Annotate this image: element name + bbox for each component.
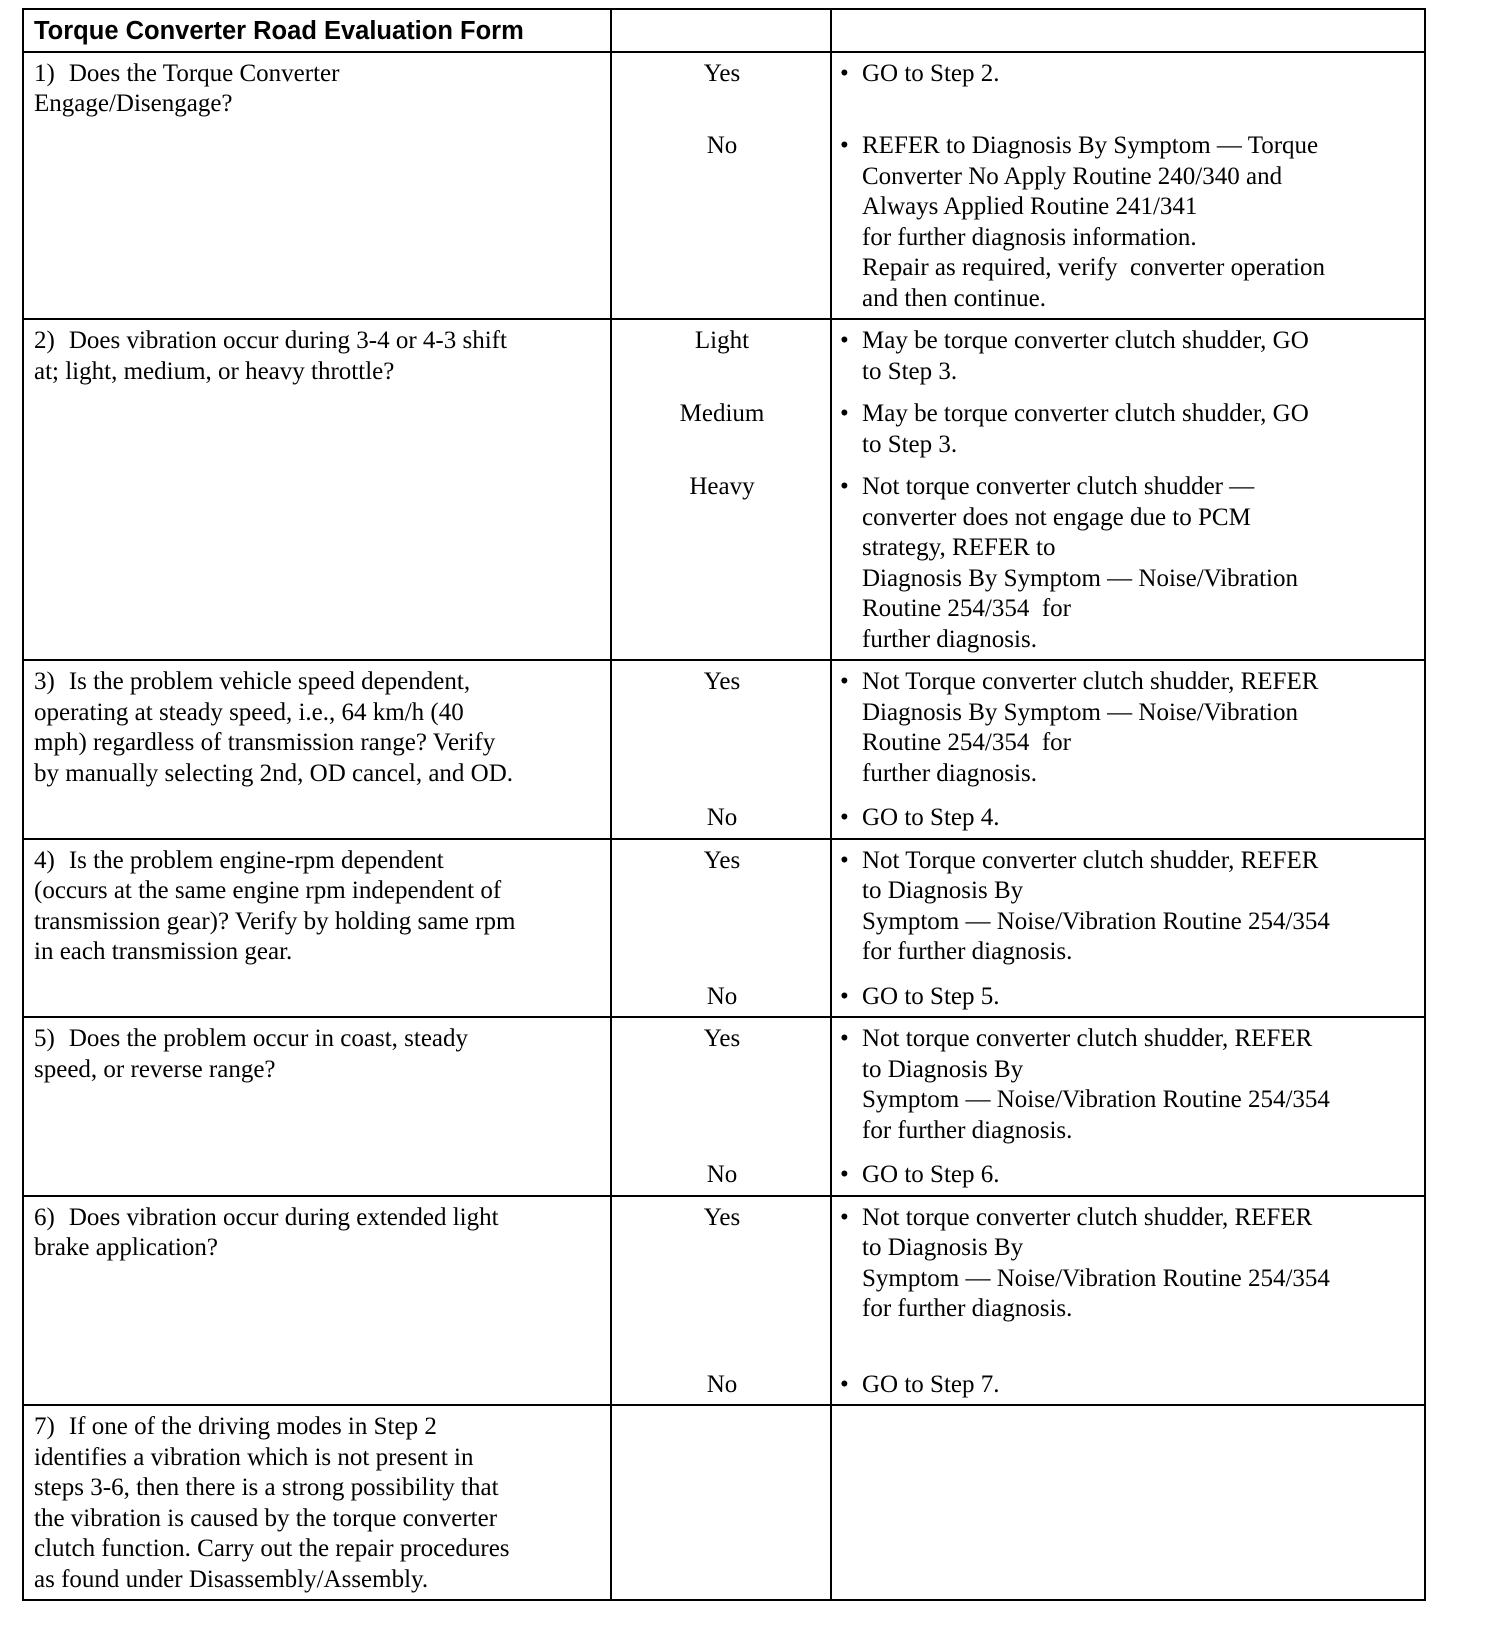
action-line: Symptom — Noise/Vibration Routine 254/354 (862, 1086, 1330, 1113)
action-line: to Diagnosis By (862, 877, 1024, 904)
question-text: in each transmission gear. (34, 938, 293, 965)
action-line: GO to Step 4. (862, 804, 1000, 831)
step-question (23, 1405, 611, 1600)
step-question (23, 1017, 611, 1196)
action-line: to Step 3. (862, 357, 958, 385)
step-answers (611, 1017, 831, 1196)
step-number: 1) (34, 59, 55, 87)
step-question (23, 1196, 611, 1406)
question-text: Does vibration occur during 3-4 or 4-3 shift (68, 327, 507, 354)
question-text: Does vibration occur during extended light (68, 1203, 499, 1231)
action-line: Not torque converter clutch shudder — (862, 473, 1255, 500)
question-line (34, 1504, 602, 1535)
question-line (34, 698, 602, 729)
bullet-icon: • (840, 1161, 849, 1188)
action-line: GO to Step 7. (862, 1370, 1000, 1398)
bullet-icon: • (840, 668, 849, 695)
question-text: operating at steady speed, i.e., 64 km/h (40 (34, 698, 464, 726)
bullet-icon: • (840, 1025, 849, 1052)
step-number: 4) (34, 846, 55, 874)
action-line: converter does not engage due to PCM (862, 503, 1251, 531)
action-item (832, 326, 1416, 387)
action-item (832, 131, 1416, 314)
step-row (23, 839, 1425, 1018)
step-row (23, 1196, 1425, 1406)
question-line (34, 876, 602, 907)
action-line: Diagnosis By Symptom — Noise/Vibration (862, 564, 1298, 592)
question-line (34, 1233, 602, 1264)
action-text (862, 131, 1416, 314)
action-line: Always Applied Routine 241/341 (862, 193, 1198, 220)
step-answers (611, 1405, 831, 1600)
answer-option: Yes (703, 59, 741, 87)
step-number: 5) (34, 1025, 55, 1052)
step-actions (831, 319, 1425, 660)
question-line (34, 728, 602, 759)
header-cell-action (831, 9, 1425, 52)
action-line: further diagnosis. (862, 759, 1037, 787)
answer-option: No (706, 804, 738, 831)
action-text (862, 1160, 1416, 1191)
step-answers (611, 319, 831, 660)
table-header-row (23, 9, 1425, 52)
question-text: clutch function. Carry out the repair procedures (34, 1535, 510, 1562)
action-item (832, 472, 1416, 655)
action-item (832, 1024, 1416, 1146)
action-line: Diagnosis By Symptom — Noise/Vibration (862, 698, 1298, 726)
action-text (862, 326, 1416, 387)
answer-option: Yes (703, 1203, 741, 1231)
question-line (34, 1412, 602, 1443)
answer-option: No (706, 982, 738, 1010)
action-item (832, 803, 1416, 834)
action-text (862, 1370, 1416, 1401)
question-text: Engage/Disengage? (34, 90, 233, 117)
action-line: for further diagnosis. (862, 1116, 1073, 1144)
action-line: and then continue. (862, 284, 1046, 312)
question-line (34, 1203, 602, 1234)
action-text (862, 399, 1416, 460)
step-actions (831, 1405, 1425, 1600)
question-text: Is the problem vehicle speed dependent, (68, 668, 471, 695)
question-text: Is the problem engine-rpm dependent (68, 846, 444, 874)
step-number: 3) (34, 668, 55, 695)
action-line: Symptom — Noise/Vibration Routine 254/354 (862, 907, 1330, 935)
step-question (23, 660, 611, 839)
header-cell-answer (611, 9, 831, 52)
question-text: If one of the driving modes in Step 2 (68, 1413, 437, 1440)
question-line (34, 1473, 602, 1504)
action-item (832, 399, 1416, 460)
action-text (862, 59, 1416, 90)
action-item (832, 982, 1416, 1013)
action-line: further diagnosis. (862, 625, 1037, 653)
question-text: speed, or reverse range? (34, 1055, 276, 1083)
question-line (34, 667, 602, 698)
question-text: Does the Torque Converter (68, 59, 340, 87)
question-text: Does the problem occur in coast, steady (68, 1025, 469, 1052)
question-text: (occurs at the same engine rpm independent of (34, 877, 502, 904)
action-text (862, 846, 1416, 968)
question-text: steps 3-6, then there is a strong possibility that (34, 1474, 499, 1501)
question-line (34, 1565, 602, 1596)
answer-option: Yes (703, 846, 741, 874)
question-line (34, 89, 602, 120)
bullet-icon: • (840, 846, 849, 874)
action-line: for further diagnosis. (862, 1295, 1073, 1322)
action-line: Symptom — Noise/Vibration Routine 254/354 (862, 1264, 1330, 1292)
bullet-icon: • (840, 473, 849, 500)
question-text: brake application? (34, 1234, 218, 1261)
form-title: Torque Converter Road Evaluation Form (23, 9, 611, 52)
question-line (34, 907, 602, 938)
step-row (23, 52, 1425, 320)
action-item (832, 667, 1416, 789)
question-text: the vibration is caused by the torque converter (34, 1504, 498, 1532)
bullet-icon: • (840, 132, 849, 159)
answer-option: Yes (703, 1025, 741, 1052)
answer-option: No (706, 1370, 738, 1398)
action-line: GO to Step 6. (862, 1161, 1000, 1188)
action-line: Not torque converter clutch shudder, REFER (862, 1025, 1313, 1052)
action-item (832, 1370, 1416, 1401)
question-line (34, 59, 602, 90)
action-item (832, 1203, 1416, 1325)
step-number: 6) (34, 1203, 55, 1231)
question-text: at; light, medium, or heavy throttle? (34, 357, 395, 385)
step-row (23, 1017, 1425, 1196)
question-line (34, 1055, 602, 1086)
action-line: for further diagnosis information. (862, 223, 1197, 251)
steps-body (23, 52, 1425, 1601)
bullet-icon: • (840, 1203, 849, 1231)
step-answers (611, 839, 831, 1018)
evaluation-form-page (22, 8, 1426, 1601)
action-item (832, 1160, 1416, 1191)
action-text (862, 803, 1416, 834)
bullet-icon: • (840, 804, 849, 831)
question-text: by manually selecting 2nd, OD cancel, and OD. (34, 759, 514, 787)
answer-option: Heavy (689, 473, 755, 500)
question-text: as found under Disassembly/Assembly. (34, 1565, 429, 1593)
action-line: to Diagnosis By (862, 1234, 1024, 1261)
action-line: REFER to Diagnosis By Symptom — Torque (862, 132, 1319, 159)
action-line: GO to Step 2. (862, 59, 1000, 87)
action-line: to Diagnosis By (862, 1055, 1024, 1083)
answer-option: Yes (703, 668, 741, 695)
action-line: Not torque converter clutch shudder, REFER (862, 1203, 1313, 1231)
bullet-icon: • (840, 1370, 849, 1398)
action-line: Not Torque converter clutch shudder, REFER (862, 668, 1319, 695)
step-actions (831, 52, 1425, 320)
question-line (34, 1534, 602, 1565)
action-line: GO to Step 5. (862, 982, 1000, 1010)
answer-option: Medium (679, 400, 765, 427)
question-text: mph) regardless of transmission range? Verify (34, 729, 496, 756)
action-line: Repair as required, verify converter operation (862, 254, 1325, 281)
action-text (862, 982, 1416, 1013)
step-actions (831, 839, 1425, 1018)
question-line (34, 846, 602, 877)
road-evaluation-table (22, 8, 1426, 1601)
action-text (862, 1203, 1416, 1325)
bullet-icon: • (840, 982, 849, 1010)
question-text: identifies a vibration which is not present in (34, 1443, 474, 1471)
question-text: transmission gear)? Verify by holding same rpm (34, 907, 516, 935)
step-answers (611, 660, 831, 839)
action-line: May be torque converter clutch shudder, GO (862, 327, 1309, 354)
answer-option: No (706, 1161, 738, 1188)
question-line (34, 326, 602, 357)
step-row (23, 319, 1425, 660)
answer-option: Light (694, 327, 750, 354)
step-actions (831, 1196, 1425, 1406)
step-question (23, 839, 611, 1018)
step-question (23, 52, 611, 320)
question-line (34, 357, 602, 388)
bullet-icon: • (840, 59, 849, 87)
action-text (862, 472, 1416, 655)
step-question (23, 319, 611, 660)
action-line: Converter No Apply Routine 240/340 and (862, 162, 1283, 190)
step-answers (611, 1196, 831, 1406)
action-line: to Step 3. (862, 430, 958, 458)
question-line (34, 937, 602, 968)
action-text (862, 1024, 1416, 1146)
step-number: 7) (34, 1413, 55, 1440)
question-line (34, 1024, 602, 1055)
action-line: for further diagnosis. (862, 938, 1073, 965)
action-line: May be torque converter clutch shudder, GO (862, 400, 1309, 427)
bullet-icon: • (840, 327, 849, 354)
action-item (832, 846, 1416, 968)
action-line: Not Torque converter clutch shudder, REFER (862, 846, 1319, 874)
step-actions (831, 660, 1425, 839)
bullet-icon: • (840, 400, 849, 427)
action-text (862, 667, 1416, 789)
step-number: 2) (34, 327, 55, 354)
answer-option: No (706, 132, 738, 159)
step-actions (831, 1017, 1425, 1196)
action-line: Routine 254/354 for (862, 729, 1072, 756)
action-line: Routine 254/354 for (862, 595, 1072, 622)
question-line (34, 1443, 602, 1474)
step-answers (611, 52, 831, 320)
action-item (832, 59, 1416, 90)
action-line: strategy, REFER to (862, 534, 1056, 561)
step-row (23, 660, 1425, 839)
question-line (34, 759, 602, 790)
step-row (23, 1405, 1425, 1600)
